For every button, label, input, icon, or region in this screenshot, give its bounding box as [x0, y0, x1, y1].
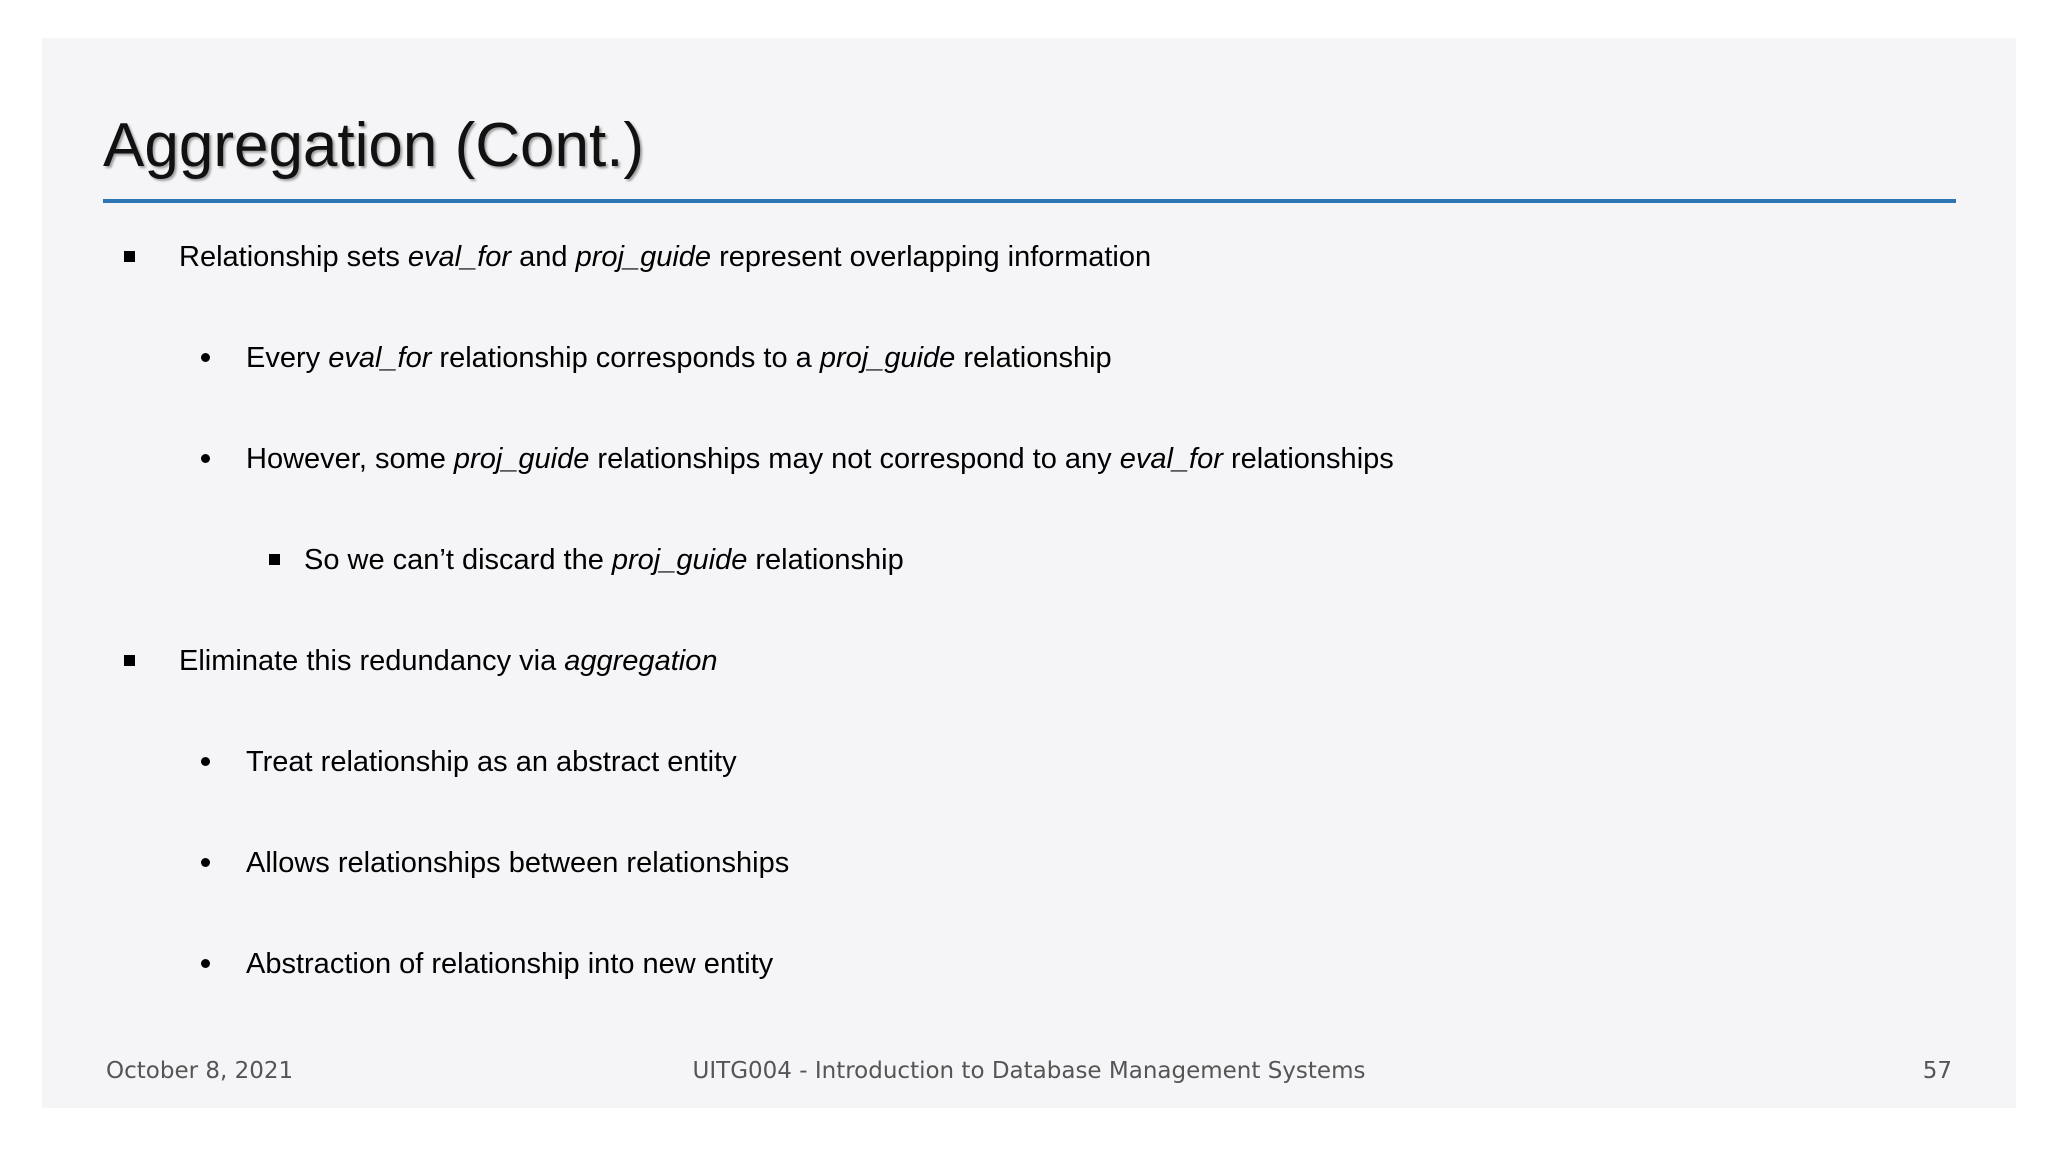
round-bullet-icon	[201, 757, 210, 766]
footer-course-title: UITG004 - Introduction to Database Management Systems	[692, 1058, 1366, 1084]
bullet-text	[304, 540, 904, 580]
round-bullet-icon	[201, 858, 210, 867]
italic-term: eval_for	[1119, 443, 1223, 475]
text-segment: However, some	[246, 443, 454, 475]
text-segment: relationships	[1222, 443, 1394, 475]
slide	[42, 38, 2016, 1108]
text-segment: Relationship sets	[179, 241, 408, 273]
round-bullet-icon	[201, 353, 210, 362]
round-bullet-icon	[201, 454, 210, 463]
italic-term: proj_guide	[453, 443, 590, 475]
bullet-text	[179, 237, 1151, 277]
text-segment: So we can’t discard the	[304, 544, 612, 576]
slide-title: Aggregation (Cont.)	[103, 111, 645, 180]
text-segment: Allows relationships between relationships	[246, 847, 790, 879]
footer-page-number: 57	[1922, 1058, 1952, 1084]
square-bullet-icon	[124, 655, 135, 666]
bullet-text	[246, 439, 1394, 479]
text-segment: represent overlapping information	[711, 241, 1152, 273]
text-segment: relationship corresponds to a	[431, 342, 820, 374]
italic-term: proj_guide	[611, 544, 748, 576]
text-segment: relationship	[955, 342, 1112, 374]
text-segment: Abstraction of relationship into new entity	[246, 948, 774, 980]
bullet-text	[246, 843, 789, 883]
text-segment: relationship	[747, 544, 904, 576]
italic-term: aggregation	[564, 645, 718, 677]
square-bullet-icon	[124, 251, 135, 262]
text-segment: relationships may not correspond to any	[589, 443, 1120, 475]
footer-date: October 8, 2021	[106, 1058, 294, 1084]
bullet-text	[246, 742, 737, 782]
italic-term: eval_for	[328, 342, 432, 374]
text-segment: and	[511, 241, 576, 273]
text-segment: Every	[246, 342, 329, 374]
title-underline	[103, 199, 1956, 203]
text-segment: Eliminate this redundancy via	[179, 645, 565, 677]
italic-term: eval_for	[407, 241, 512, 273]
text-segment: Treat relationship as an abstract entity	[246, 746, 737, 778]
italic-term: proj_guide	[819, 342, 956, 374]
bullet-text	[246, 338, 1112, 378]
round-bullet-icon	[201, 959, 210, 968]
italic-term: proj_guide	[575, 241, 712, 273]
bullet-text	[179, 641, 717, 681]
square-bullet-icon	[269, 554, 280, 565]
bullet-text	[246, 944, 773, 984]
